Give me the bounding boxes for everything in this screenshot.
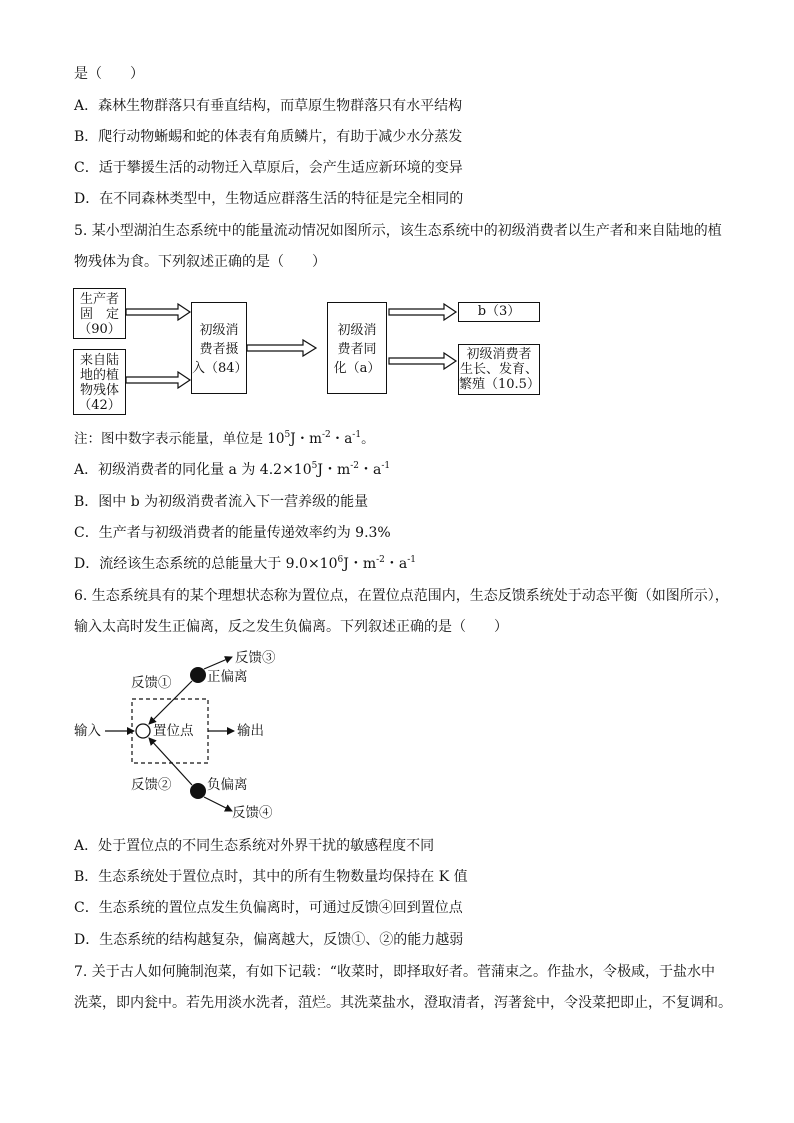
feedback4-label: 反馈④ xyxy=(232,805,273,821)
opt-d-exp: 6 xyxy=(337,555,344,565)
q4-option-c: C．适于攀援生活的动物迁入草原后，会产生适应新环境的变异 xyxy=(74,160,463,176)
q6-option-a: A．处于置位点的不同生态系统对外界干扰的敏感程度不同 xyxy=(74,838,435,854)
q4-option-d: D．在不同森林类型中，生物适应群落生活的特征是完全相同的 xyxy=(74,191,464,207)
land-value: （42） xyxy=(78,398,121,413)
note-exp: 5 xyxy=(284,430,291,440)
q5-option-b: B．图中 b 为初级消费者流入下一营养级的能量 xyxy=(74,494,369,510)
input-label: 输入 xyxy=(74,723,101,739)
note-prefix: 注：图中数字表示能量，单位是 10 xyxy=(74,431,285,447)
opt-d-unit-exp2: -1 xyxy=(407,555,417,565)
feedback3-label: 反馈③ xyxy=(235,650,276,666)
q5-stem-line1: 5. 某小型湖泊生态系统中的能量流动情况如图所示，该生态系统中的初级消费者以生产者和来自陆地的植 xyxy=(74,223,722,239)
q4-option-b: B．爬行动物蜥蜴和蛇的体表有角质鳞片，有助于减少水分蒸发 xyxy=(74,129,463,145)
feedback4-arrow xyxy=(204,797,232,811)
q6-option-d: D．生态系统的结构越复杂，偏离越大，反馈①、②的能力越弱 xyxy=(74,932,464,948)
assimilation-label-1: 初级消 xyxy=(337,323,377,338)
setpoint-circle xyxy=(136,724,150,738)
growth-label-2: 生长、发育、 xyxy=(459,362,538,377)
opt-d-unit-mid: ・a xyxy=(384,556,408,572)
intake-label-2: 费者摄 xyxy=(199,342,239,357)
feedback3-arrow xyxy=(204,657,232,669)
assimilation-value: 化（a） xyxy=(333,361,381,376)
q7-line1: 7. 关于古人如何腌制泡菜，有如下记载：“收菜时，即择取好者。菅蒲束之。作盐水，令极咸，于盐水中 xyxy=(74,964,715,980)
q6-option-b: B．生态系统处于置位点时，其中的所有生物数量均保持在 K 值 xyxy=(74,869,468,885)
b-value: b（3） xyxy=(477,304,521,319)
land-label-1: 来自陆 xyxy=(79,353,119,368)
opt-a-unit-exp2: -1 xyxy=(381,461,391,471)
feedback1-label: 反馈① xyxy=(131,675,172,691)
opt-a-unit-exp1: -2 xyxy=(350,461,360,471)
note-unit-exp1: -2 xyxy=(321,430,331,440)
growth-label-1: 初级消费者 xyxy=(466,347,532,362)
producer-label-1: 生产者 xyxy=(79,292,119,307)
feedback2-label: 反馈② xyxy=(131,777,172,793)
land-label-2: 地的植 xyxy=(79,368,119,383)
opt-a-unit-mid: ・a xyxy=(359,462,382,478)
q6-stem-line1: 6. 生态系统具有的某个理想状态称为置位点，在置位点范围内，生态反馈系统处于动态平衡（如图所示）， xyxy=(74,588,729,604)
positive-deviation-label: 正偏离 xyxy=(207,669,248,685)
land-label-3: 物残体 xyxy=(79,383,119,398)
q7-line2: 洗菜，即内瓮中。若先用淡水洗者，菹烂。其洗菜盐水，澄取清者，泻著瓮中，令没菜把即止，不复调和。 xyxy=(74,995,732,1011)
intake-value: 入（84） xyxy=(192,361,248,376)
note-end: 。 xyxy=(361,431,375,447)
opt-a-prefix: A．初级消费者的同化量 a 为 4.2×10 xyxy=(74,462,312,478)
q5-stem-line2: 物残体为食。下列叙述正确的是（ ） xyxy=(74,254,326,270)
setpoint-label: 置位点 xyxy=(153,723,194,739)
assimilation-label-2: 费者同 xyxy=(337,342,377,357)
opt-d-unit-exp1: -2 xyxy=(376,555,385,565)
negative-deviation-label: 负偏离 xyxy=(207,777,248,793)
note-unit-exp2: -1 xyxy=(352,430,362,440)
note-unit-mid: ・a xyxy=(330,431,353,447)
q4-stem-tail: 是（ ） xyxy=(74,66,144,82)
opt-d-unit: J・m xyxy=(343,556,377,572)
q5-option-c: C．生产者与初级消费者的能量传递效率约为 9.3% xyxy=(74,525,391,541)
q4-option-a: A．森林生物群落只有垂直结构，而草原生物群落只有水平结构 xyxy=(74,98,463,114)
opt-a-exp: 5 xyxy=(311,461,318,471)
opt-a-unit: J・m xyxy=(317,462,351,478)
opt-d-prefix: D．流经该生态系统的总能量大于 9.0×10 xyxy=(74,556,338,572)
positive-deviation-dot xyxy=(190,667,206,683)
negative-deviation-dot xyxy=(190,783,206,799)
q6-option-c: C．生态系统的置位点发生负偏离时，可通过反馈④回到置位点 xyxy=(74,900,463,916)
note-unit: J・m xyxy=(290,431,322,447)
output-label: 输出 xyxy=(237,723,264,739)
producer-label-2: 固 定 xyxy=(79,307,119,322)
q6-stem-line2: 输入太高时发生正偏离，反之发生负偏离。下列叙述正确的是（ ） xyxy=(74,619,508,635)
producer-value: （90） xyxy=(78,322,121,337)
growth-value: 繁殖（10.5） xyxy=(459,377,540,392)
intake-label-1: 初级消 xyxy=(199,323,239,338)
